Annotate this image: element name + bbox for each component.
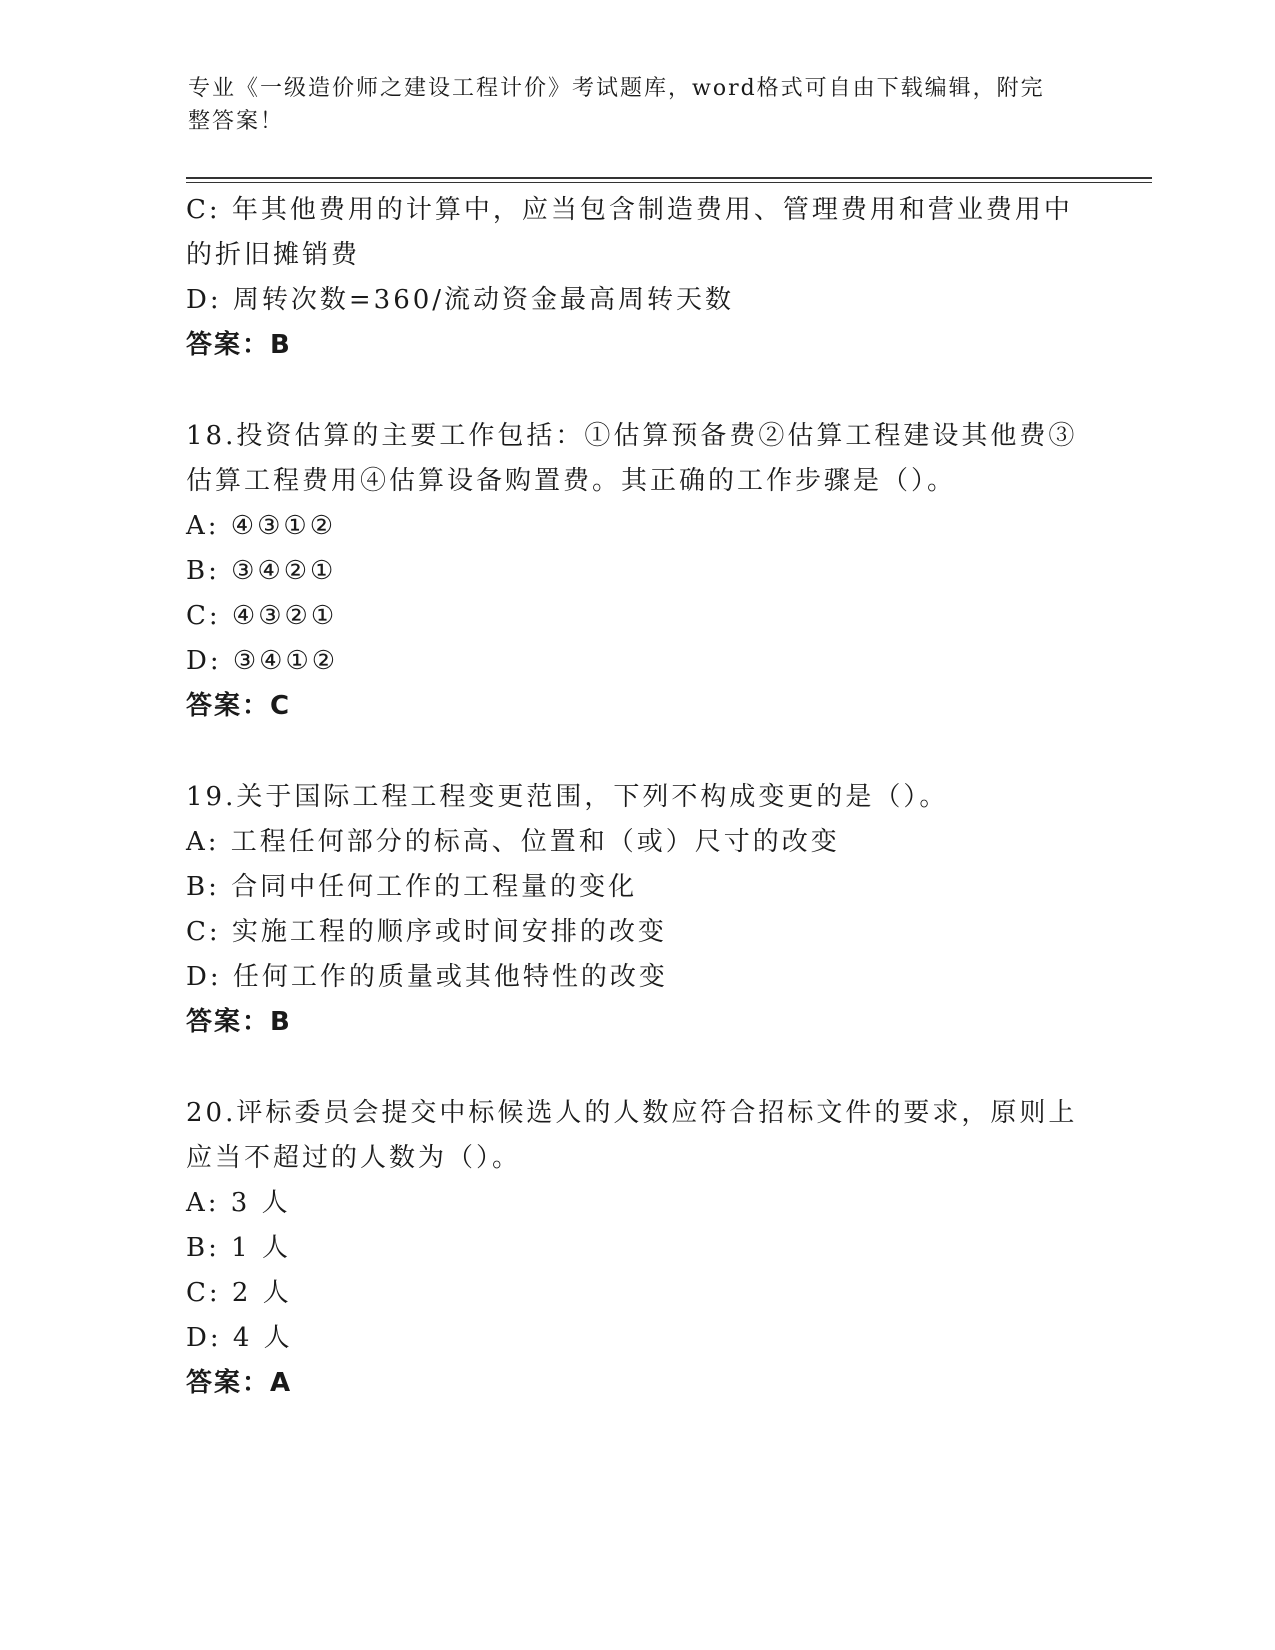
header-line-1: 专业《一级造价师之建设工程计价》考试题库，word格式可自由下载编辑，附完 xyxy=(188,76,1045,101)
question-stem-line-1: 18.投资估算的主要工作包括：①估算预备费②估算工程建设其他费③ xyxy=(186,421,1078,451)
option-c: C: 实施工程的顺序或时间安排的改变 xyxy=(186,917,667,947)
question-19 xyxy=(186,775,1086,1045)
option-a: A: ④③①② xyxy=(186,511,337,541)
option-b: B: 1 人 xyxy=(186,1233,291,1263)
header-line-2: 整答案！ xyxy=(188,109,285,134)
option-d: D: 任何工作的质量或其他特性的改变 xyxy=(186,962,668,992)
option-d: D: ③④①② xyxy=(186,646,339,676)
question-stem-line-2: 应当不超过的人数为（）。 xyxy=(186,1143,522,1173)
option-b: B: 合同中任何工作的工程量的变化 xyxy=(186,872,638,902)
option-d: D: 4 人 xyxy=(186,1323,293,1353)
option-c-line-1: C: 年其他费用的计算中，应当包含制造费用、管理费用和营业费用中 xyxy=(186,195,1073,225)
document-body xyxy=(186,188,1086,1406)
question-18 xyxy=(186,414,1086,729)
option-c-line-2: 的折旧摊销费 xyxy=(186,240,361,270)
answer: 答案：B xyxy=(186,1007,292,1037)
question-20 xyxy=(186,1091,1086,1406)
header-divider-thick xyxy=(186,177,1152,179)
header-divider-thin xyxy=(186,182,1152,183)
page-header xyxy=(188,72,1068,138)
answer: 答案：C xyxy=(186,691,292,721)
answer: 答案：B xyxy=(186,330,292,360)
option-a: A: 工程任何部分的标高、位置和（或）尺寸的改变 xyxy=(186,827,840,857)
option-c: C: ④③②① xyxy=(186,601,338,631)
answer: 答案：A xyxy=(186,1368,293,1398)
option-d: D: 周转次数=360/流动资金最高周转天数 xyxy=(186,285,735,315)
option-b: B: ③④②① xyxy=(186,556,337,586)
option-c: C: 2 人 xyxy=(186,1278,292,1308)
question-stem-line-2: 估算工程费用④估算设备购置费。其正确的工作步骤是（）。 xyxy=(186,466,957,496)
option-a: A: 3 人 xyxy=(186,1188,291,1218)
question-17-tail xyxy=(186,188,1086,368)
question-stem-line-1: 20.评标委员会提交中标候选人的人数应符合招标文件的要求，原则上 xyxy=(186,1098,1078,1128)
question-stem-line-1: 19.关于国际工程工程变更范围，下列不构成变更的是（）。 xyxy=(186,782,949,812)
